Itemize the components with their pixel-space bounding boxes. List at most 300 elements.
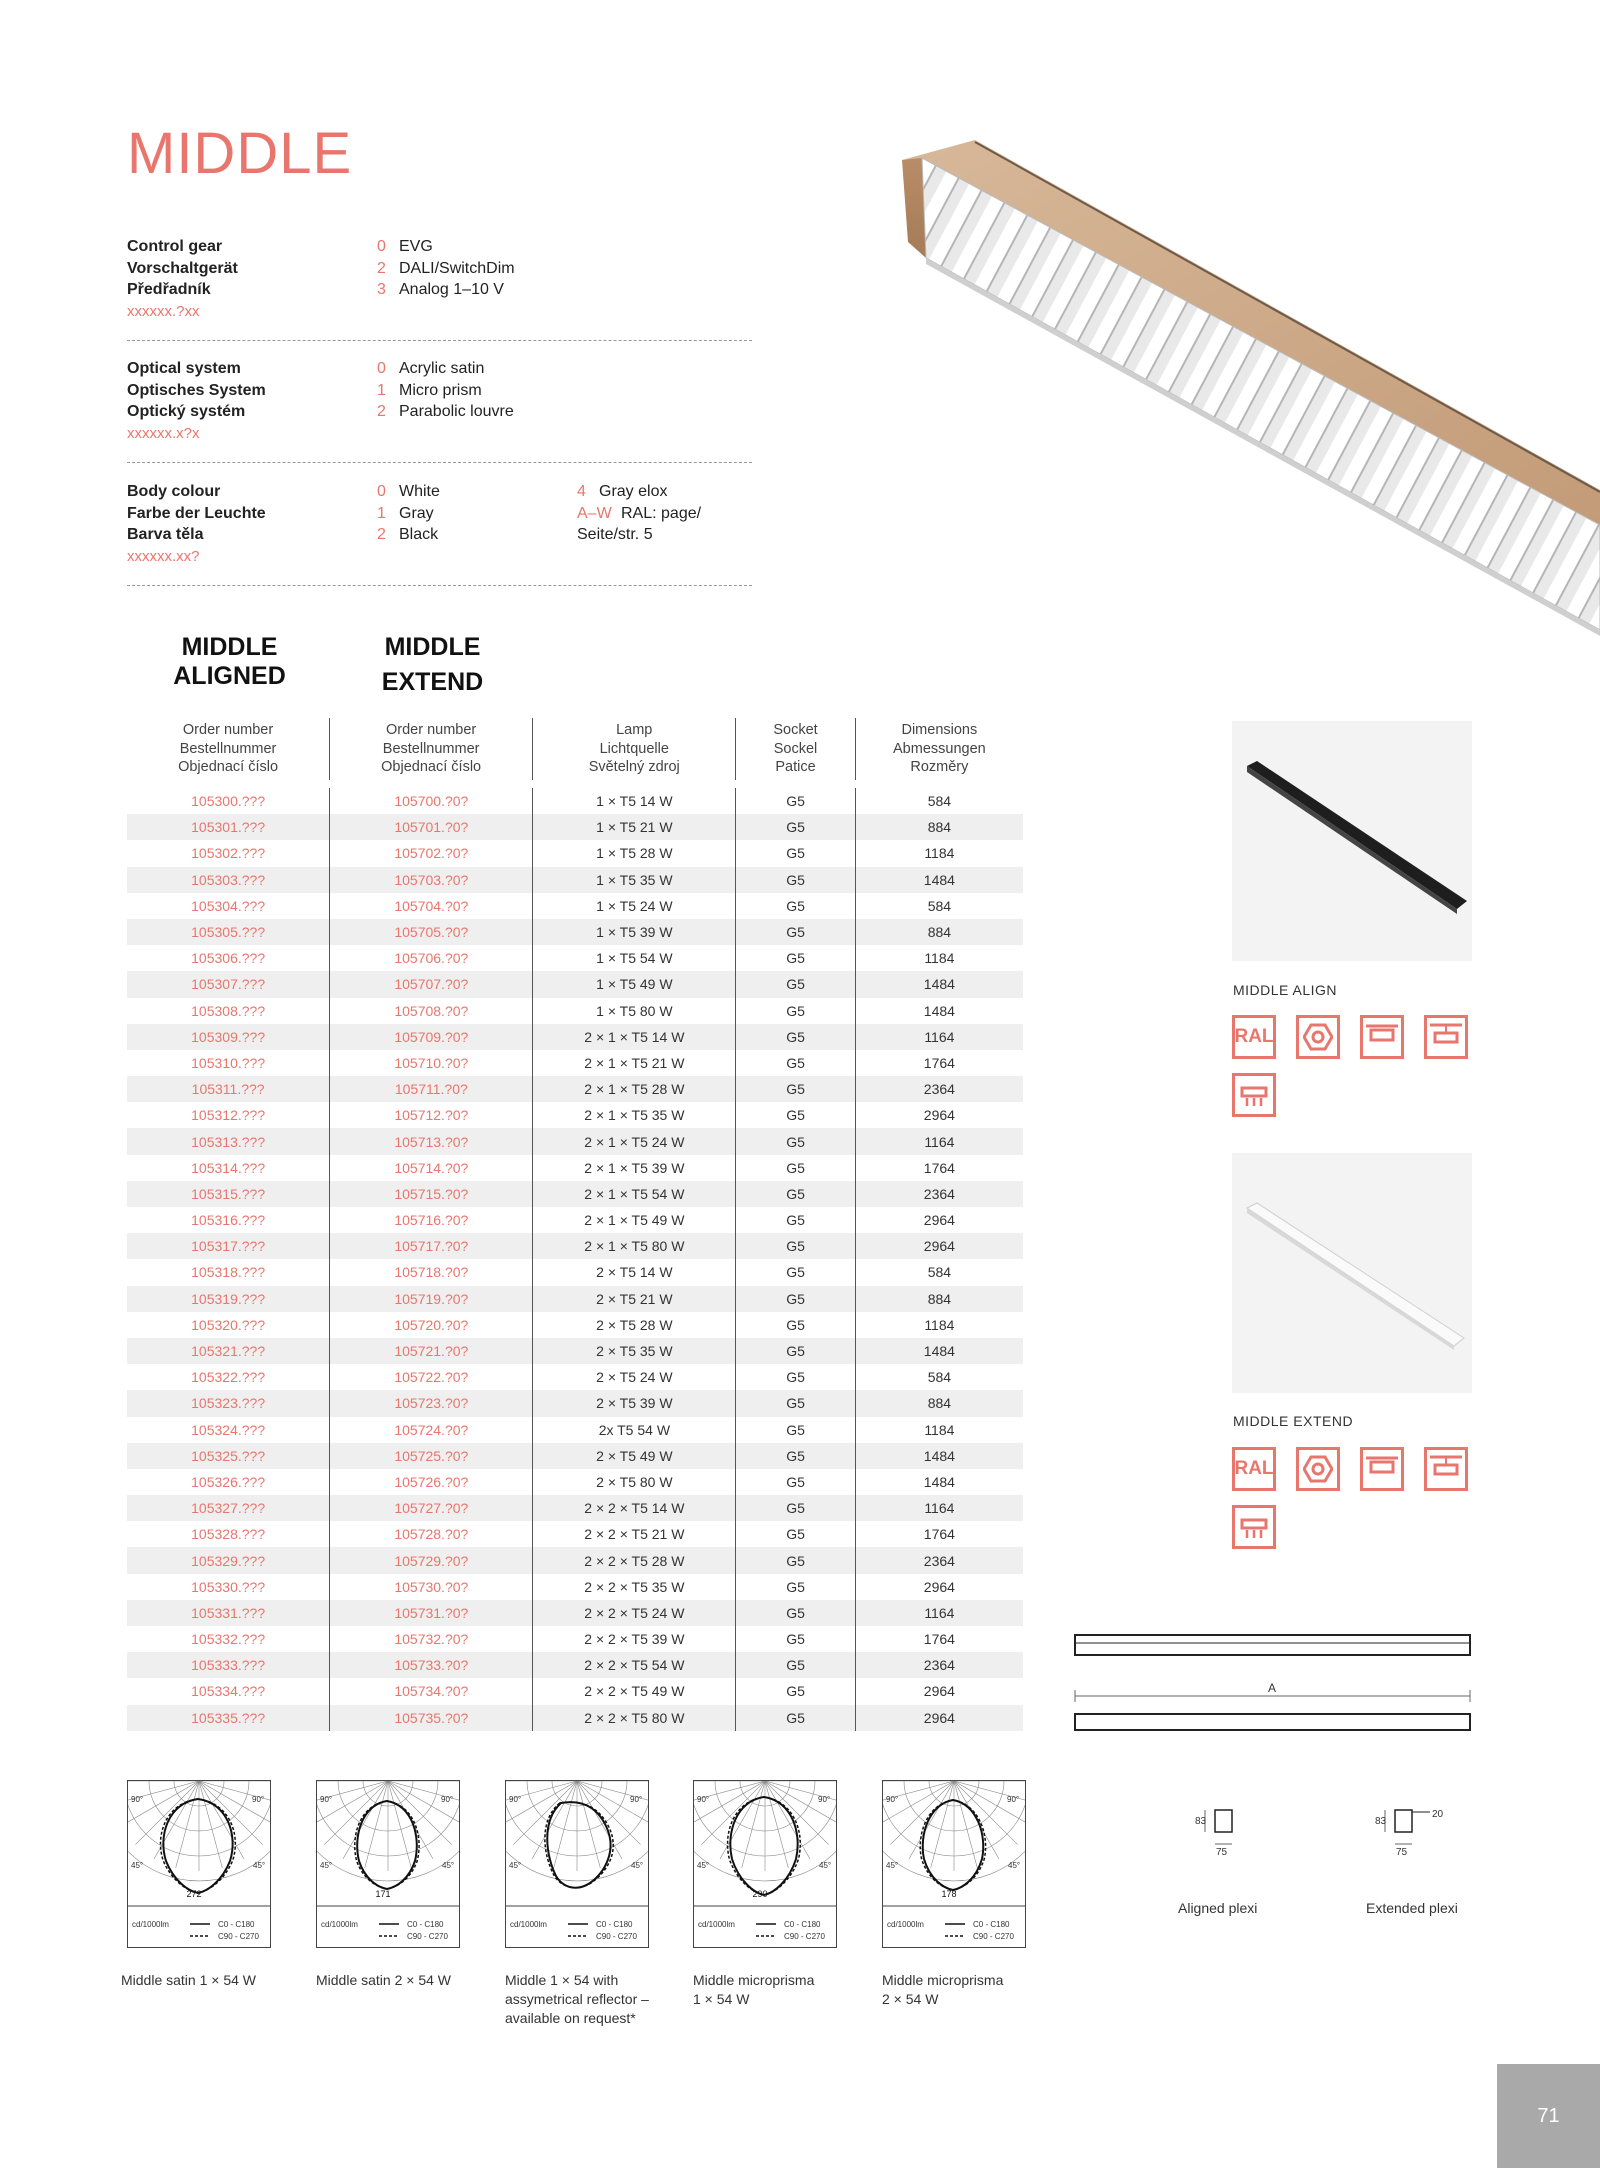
socket-cell: G5 [736, 1600, 855, 1626]
dimension-cell: 2364 [855, 1076, 1023, 1102]
socket-cell: G5 [736, 788, 855, 814]
legend-solid: C0 - C180 [218, 1920, 255, 1929]
table-row [127, 1547, 1023, 1573]
table-row [127, 1495, 1023, 1521]
body-colour-spec [127, 481, 752, 586]
middle-align-feature-icons [1232, 1015, 1482, 1117]
unit-label: cd/1000lm [132, 1920, 169, 1929]
table-row [127, 1207, 1023, 1233]
order-number-aligned-cell: 105322.??? [191, 1369, 266, 1386]
polar-caption [882, 1971, 1067, 2009]
recessed-icon [1232, 1073, 1276, 1117]
order-number-aligned-cell: 105334.??? [191, 1683, 266, 1700]
order-number-aligned-cell: 105318.??? [191, 1264, 266, 1281]
angle-label-left: 45° [697, 1861, 710, 1870]
polar-chart [127, 1780, 271, 1948]
lamp-cell: 1 × T5 24 W [533, 893, 736, 919]
unit-label: cd/1000lm [887, 1920, 924, 1929]
lamp-cell: 2 × T5 21 W [533, 1286, 736, 1312]
caption-line: assymetrical reflector – [505, 1991, 649, 2007]
table-row [127, 971, 1023, 997]
lamp-cell: 2 × 1 × T5 35 W [533, 1102, 736, 1128]
option-text: Black [399, 526, 439, 543]
polar-diagram [505, 1780, 690, 2028]
socket-cell: G5 [736, 1495, 855, 1521]
caption-line: Middle microprisma [882, 1972, 1004, 1988]
spec-label: Control gear [127, 238, 223, 255]
lamp-cell: 2 × T5 35 W [533, 1338, 736, 1364]
suspended-icon [1424, 1447, 1468, 1491]
angle-label-left: 45° [509, 1861, 522, 1870]
dimension-cell: 1164 [855, 1128, 1023, 1154]
header-line: Objednací číslo [178, 759, 279, 776]
order-number-aligned-cell: 105323.??? [127, 1390, 330, 1416]
angle-label-left: 45° [886, 1861, 899, 1870]
option-number: A–W [577, 504, 612, 522]
angle-label-right: 90° [1007, 1795, 1020, 1804]
table-row [127, 788, 1023, 814]
order-number-aligned-cell: 105304.??? [191, 897, 266, 914]
order-number-aligned-cell: 105308.??? [191, 1002, 266, 1019]
table-row [127, 1574, 1023, 1600]
order-number-extend-cell: 105720.?0? [330, 1312, 533, 1338]
page-title: MIDDLE [127, 121, 353, 186]
dimension-cell: 2964 [855, 1207, 1023, 1233]
socket-cell: G5 [736, 1390, 855, 1416]
order-number-aligned-cell: 105327.??? [127, 1495, 330, 1521]
dimension-cell: 584 [855, 788, 1023, 814]
header-line: Dimensions [901, 722, 978, 739]
option-number: 4 [577, 483, 586, 500]
polar-chart [316, 1780, 460, 1948]
socket-cell: G5 [736, 893, 855, 919]
socket-cell: G5 [736, 1417, 855, 1443]
spec-label: Předřadník [127, 281, 211, 298]
header-line: Lamp [616, 722, 653, 739]
order-number-extend-cell: 105710.?0? [330, 1050, 533, 1076]
option-number: 0 [377, 483, 386, 500]
lamp-cell: 2 × T5 14 W [533, 1259, 736, 1285]
dimension-cell: 1484 [855, 998, 1023, 1024]
dimension-cell: 1164 [855, 1495, 1023, 1521]
table-row [127, 1469, 1023, 1495]
socket-cell: G5 [736, 998, 855, 1024]
order-number-extend-cell: 105711.?0? [330, 1076, 533, 1102]
socket-cell: G5 [736, 1547, 855, 1573]
header-lamp [532, 718, 735, 780]
option-number: 2 [377, 403, 386, 420]
aligned-plexi-caption: Aligned plexi [1178, 1900, 1258, 1916]
order-number-aligned-cell: 105319.??? [127, 1286, 330, 1312]
option-text: Gray elox [599, 483, 668, 500]
peak-intensity-label: 290 [752, 1889, 768, 1899]
table-row [127, 1521, 1023, 1547]
header-line: Objednací číslo [381, 759, 482, 776]
unit-label: cd/1000lm [321, 1920, 358, 1929]
angle-label-left: 90° [697, 1795, 710, 1804]
table-row [127, 1705, 1023, 1731]
lamp-cell: 2 × T5 80 W [533, 1469, 736, 1495]
section-height: 83 [1375, 1816, 1387, 1827]
order-number-extend-cell: 105706.?0? [330, 945, 533, 971]
header-line: Order number [386, 722, 477, 739]
order-number-extend-cell: 105717.?0? [330, 1233, 533, 1259]
order-number-aligned-cell: 105301.??? [127, 814, 330, 840]
header-line: Abmessungen [893, 740, 986, 757]
option-text: EVG [399, 238, 433, 255]
option-text: RAL: page/ [621, 504, 702, 522]
table-row [127, 1390, 1023, 1416]
header-line: Order number [182, 722, 274, 739]
order-number-aligned-cell: 105309.??? [127, 1024, 330, 1050]
header-line: Rozměry [910, 759, 969, 776]
header-order-aligned [127, 718, 329, 780]
dimension-cell: 2964 [855, 1102, 1023, 1128]
polar-diagram [121, 1780, 306, 1990]
heading-line: MIDDLE [384, 633, 481, 661]
table-row [127, 1312, 1023, 1338]
order-number-aligned-cell: 105332.??? [191, 1631, 266, 1648]
table-row [127, 1181, 1023, 1207]
order-number-aligned-cell: 105307.??? [127, 971, 330, 997]
socket-cell: G5 [736, 1652, 855, 1678]
lamp-cell: 2 × 1 × T5 49 W [533, 1207, 736, 1233]
option-number: 3 [377, 281, 386, 298]
header-dimensions [855, 718, 1023, 780]
dimension-drawing [1070, 1630, 1475, 1735]
recessed-icon [1232, 1505, 1276, 1549]
polar-chart [505, 1780, 649, 1948]
polar-caption [505, 1971, 690, 2028]
legend-dashed: C90 - C270 [218, 1932, 259, 1941]
caption-line: 1 × 54 W [693, 1991, 750, 2007]
lamp-cell: 2 × 1 × T5 39 W [533, 1155, 736, 1181]
dimension-cell: 2964 [855, 1678, 1023, 1704]
socket-cell: G5 [736, 1207, 855, 1233]
peak-intensity-label: 272 [186, 1889, 202, 1899]
socket-cell: G5 [736, 1286, 855, 1312]
header-line: Socket [773, 722, 818, 739]
socket-cell: G5 [736, 1705, 855, 1731]
ral-icon: RAL [1232, 1015, 1276, 1059]
order-number-aligned-cell: 105311.??? [127, 1076, 330, 1102]
lamp-cell: 2 × 1 × T5 14 W [533, 1024, 736, 1050]
option-text: White [399, 483, 440, 500]
order-number-extend-cell: 105701.?0? [330, 814, 533, 840]
lamp-cell: 2 × 2 × T5 14 W [533, 1495, 736, 1521]
table-row [127, 919, 1023, 945]
angle-label-left: 90° [320, 1795, 333, 1804]
luminaire-illustration [880, 130, 1600, 680]
ral-icon: RAL [1232, 1447, 1276, 1491]
order-number-aligned-cell: 105320.??? [191, 1316, 266, 1333]
order-number-extend-cell: 105734.?0? [330, 1678, 533, 1704]
order-number-aligned-cell: 105302.??? [191, 845, 266, 862]
spec-label: Optical system [127, 360, 241, 377]
socket-cell: G5 [736, 1076, 855, 1102]
socket-cell: G5 [736, 1155, 855, 1181]
dimension-cell: 584 [855, 1259, 1023, 1285]
table-row [127, 998, 1023, 1024]
lamp-cell: 2 × 2 × T5 21 W [533, 1521, 736, 1547]
dimension-cell: 2364 [855, 1652, 1023, 1678]
option-text: Gray [399, 504, 434, 522]
lamp-cell: 1 × T5 35 W [533, 867, 736, 893]
option-text: Acrylic satin [399, 360, 485, 377]
angle-label-left: 45° [131, 1861, 144, 1870]
angle-label-right: 45° [253, 1861, 266, 1870]
socket-cell: G5 [736, 1050, 855, 1076]
legend-solid: C0 - C180 [973, 1920, 1010, 1929]
dimension-cell: 1484 [855, 971, 1023, 997]
socket-cell: G5 [736, 945, 855, 971]
order-number-aligned-cell: 105315.??? [127, 1181, 330, 1207]
order-number-aligned-cell: 105305.??? [127, 919, 330, 945]
order-number-aligned-cell: 105326.??? [191, 1473, 266, 1490]
surface-mount-icon [1360, 1015, 1404, 1059]
order-code: xxxxxx.x?x [127, 424, 200, 442]
dimension-cell: 1484 [855, 867, 1023, 893]
dimension-cell: 1764 [855, 1155, 1023, 1181]
dimension-cell: 584 [855, 1364, 1023, 1390]
dimension-cell: 884 [855, 1390, 1023, 1416]
heading-line: ALIGNED [173, 662, 286, 690]
control-gear-spec [127, 236, 752, 341]
dimension-cell: 2964 [855, 1705, 1023, 1731]
order-number-aligned-cell: 105300.??? [191, 793, 266, 810]
caption-line: Middle satin 1 × 54 W [121, 1972, 257, 1988]
dimension-cell: 1184 [855, 1417, 1023, 1443]
dimension-cell: 1184 [855, 1312, 1023, 1338]
dimension-cell: 2964 [855, 1574, 1023, 1600]
order-number-aligned-cell: 105317.??? [127, 1233, 330, 1259]
order-number-extend-cell: 105702.?0? [330, 840, 533, 866]
dimension-cell: 884 [855, 814, 1023, 840]
lamp-cell: 2 × 2 × T5 24 W [533, 1600, 736, 1626]
middle-align-label: MIDDLE ALIGN [1233, 982, 1338, 998]
socket-cell: G5 [736, 1312, 855, 1338]
lamp-cell: 1 × T5 49 W [533, 971, 736, 997]
order-number-aligned-cell: 105303.??? [127, 867, 330, 893]
caption-line: Middle microprisma [693, 1972, 815, 1988]
order-number-aligned-cell: 105331.??? [127, 1600, 330, 1626]
lamp-cell: 2 × T5 39 W [533, 1390, 736, 1416]
option-number: 2 [377, 259, 386, 277]
polar-diagram [882, 1780, 1067, 2009]
socket-cell: G5 [736, 1259, 855, 1285]
order-number-extend-cell: 105732.?0? [330, 1626, 533, 1652]
order-number-aligned-cell: 105335.??? [127, 1705, 330, 1731]
option-text: Micro prism [399, 381, 482, 399]
order-number-extend-cell: 105705.?0? [330, 919, 533, 945]
header-line: Bestellnummer [179, 740, 277, 757]
lamp-cell: 2 × 2 × T5 54 W [533, 1652, 736, 1678]
lamp-cell: 1 × T5 14 W [533, 788, 736, 814]
option-number: 1 [377, 381, 386, 399]
angle-label-right: 90° [441, 1795, 454, 1804]
table-row [127, 1600, 1023, 1626]
order-table [127, 718, 1023, 1731]
table-row [127, 1155, 1023, 1181]
angle-label-left: 90° [509, 1795, 522, 1804]
polar-caption [121, 1971, 306, 1990]
lamp-cell: 2 × 2 × T5 49 W [533, 1678, 736, 1704]
angle-label-right: 45° [631, 1861, 644, 1870]
aligned-plexi-section [1185, 1800, 1245, 1855]
socket-cell: G5 [736, 1574, 855, 1600]
option-text: DALI/SwitchDim [399, 259, 515, 277]
legend-dashed: C90 - C270 [407, 1932, 448, 1941]
spec-label: Barva těla [127, 526, 204, 543]
table-row [127, 1417, 1023, 1443]
socket-cell: G5 [736, 1128, 855, 1154]
polar-diagram [316, 1780, 501, 1990]
dimension-cell: 2364 [855, 1181, 1023, 1207]
table-row [127, 1259, 1023, 1285]
table-row [127, 1364, 1023, 1390]
lamp-cell: 1 × T5 54 W [533, 945, 736, 971]
socket-cell: G5 [736, 971, 855, 997]
luminaire-white-image [1232, 1153, 1472, 1393]
caption-line: available on request* [505, 2010, 636, 2026]
middle-extend-photo [1232, 1153, 1472, 1393]
lamp-cell: 2 × T5 24 W [533, 1364, 736, 1390]
spec-label: Optický systém [127, 403, 246, 420]
lamp-cell: 2 × 2 × T5 39 W [533, 1626, 736, 1652]
order-number-extend-cell: 105712.?0? [330, 1102, 533, 1128]
table-row [127, 1128, 1023, 1154]
dimension-cell: 1484 [855, 1443, 1023, 1469]
angle-label-left: 45° [320, 1861, 333, 1870]
order-number-aligned-cell: 105312.??? [191, 1107, 266, 1124]
socket-cell: G5 [736, 867, 855, 893]
order-code: xxxxxx.xx? [127, 547, 200, 565]
order-number-extend-cell: 105730.?0? [330, 1574, 533, 1600]
order-number-aligned-cell: 105328.??? [191, 1526, 266, 1543]
hexagon-nut-icon [1296, 1015, 1340, 1059]
unit-label: cd/1000lm [510, 1920, 547, 1929]
lamp-cell: 2 × 1 × T5 28 W [533, 1076, 736, 1102]
table-header [127, 718, 1023, 780]
middle-extend-feature-icons [1232, 1447, 1482, 1549]
socket-cell: G5 [736, 1338, 855, 1364]
suspended-icon [1424, 1015, 1468, 1059]
dimension-cell: 884 [855, 919, 1023, 945]
section-height: 83 [1195, 1816, 1207, 1827]
dimension-cell: 1764 [855, 1521, 1023, 1547]
order-number-extend-cell: 105735.?0? [330, 1705, 533, 1731]
table-row [127, 1652, 1023, 1678]
order-number-extend-cell: 105713.?0? [330, 1128, 533, 1154]
caption-line: Middle 1 × 54 with [505, 1972, 619, 1988]
order-code: xxxxxx.?xx [127, 302, 200, 320]
dimension-cell: 1764 [855, 1050, 1023, 1076]
socket-cell: G5 [736, 1102, 855, 1128]
table-row [127, 945, 1023, 971]
order-number-extend-cell: 105719.?0? [330, 1286, 533, 1312]
socket-cell: G5 [736, 1626, 855, 1652]
table-row [127, 1338, 1023, 1364]
table-row [127, 867, 1023, 893]
section-width: 75 [1396, 1847, 1408, 1855]
table-row [127, 1024, 1023, 1050]
caption-line: 2 × 54 W [882, 1991, 939, 2007]
order-number-extend-cell: 105723.?0? [330, 1390, 533, 1416]
order-number-aligned-cell: 105330.??? [191, 1578, 266, 1595]
legend-solid: C0 - C180 [596, 1920, 633, 1929]
dimension-cell: 2364 [855, 1547, 1023, 1573]
table-row [127, 840, 1023, 866]
lamp-cell: 2 × 1 × T5 54 W [533, 1181, 736, 1207]
peak-intensity-label: 178 [941, 1889, 957, 1899]
option-number: 0 [377, 238, 386, 255]
socket-cell: G5 [736, 919, 855, 945]
angle-label-right: 45° [819, 1861, 832, 1870]
order-number-aligned-cell: 105316.??? [191, 1212, 266, 1229]
angle-label-right: 45° [442, 1861, 455, 1870]
polar-caption [693, 1971, 878, 2009]
dimension-cell: 1164 [855, 1600, 1023, 1626]
socket-cell: G5 [736, 840, 855, 866]
socket-cell: G5 [736, 1364, 855, 1390]
order-number-aligned-cell: 105325.??? [127, 1443, 330, 1469]
order-number-aligned-cell: 105310.??? [191, 1054, 266, 1071]
lamp-cell: 2 × 2 × T5 28 W [533, 1547, 736, 1573]
angle-label-right: 90° [252, 1795, 265, 1804]
order-number-extend-cell: 105725.?0? [330, 1443, 533, 1469]
lamp-cell: 2 × T5 49 W [533, 1443, 736, 1469]
order-number-extend-cell: 105722.?0? [330, 1364, 533, 1390]
dimension-cell: 1184 [855, 945, 1023, 971]
legend-dashed: C90 - C270 [784, 1932, 825, 1941]
middle-extend-label: MIDDLE EXTEND [1233, 1413, 1354, 1429]
heading-line: MIDDLE [181, 633, 278, 661]
lamp-cell: 1 × T5 80 W [533, 998, 736, 1024]
dimension-cell: 884 [855, 1286, 1023, 1312]
angle-label-right: 90° [818, 1795, 831, 1804]
socket-cell: G5 [736, 814, 855, 840]
lamp-cell: 2 × 2 × T5 35 W [533, 1574, 736, 1600]
angle-label-right: 90° [630, 1795, 643, 1804]
socket-cell: G5 [736, 1024, 855, 1050]
spec-label: Optisches System [127, 381, 266, 399]
lamp-cell: 1 × T5 21 W [533, 814, 736, 840]
dimension-a-label: A [1267, 1681, 1277, 1695]
table-row [127, 1233, 1023, 1259]
socket-cell: G5 [736, 1678, 855, 1704]
option-number: 0 [377, 360, 386, 377]
divider [127, 340, 752, 341]
option-number: 2 [377, 526, 386, 543]
order-number-extend-cell: 105727.?0? [330, 1495, 533, 1521]
order-number-extend-cell: 105718.?0? [330, 1259, 533, 1285]
polar-diagram [693, 1780, 878, 2009]
order-number-aligned-cell: 105306.??? [191, 950, 266, 967]
option-text: Seite/str. 5 [577, 526, 653, 543]
legend-solid: C0 - C180 [407, 1920, 444, 1929]
legend-dashed: C90 - C270 [596, 1932, 637, 1941]
order-number-extend-cell: 105704.?0? [330, 893, 533, 919]
heading-middle-extend [350, 633, 515, 697]
socket-cell: G5 [736, 1181, 855, 1207]
luminaire-black-image [1232, 721, 1472, 961]
order-number-extend-cell: 105729.?0? [330, 1547, 533, 1573]
header-socket [735, 718, 854, 780]
dimension-cell: 1164 [855, 1024, 1023, 1050]
legend-solid: C0 - C180 [784, 1920, 821, 1929]
polar-chart [882, 1780, 1026, 1948]
peak-intensity-label: 171 [375, 1889, 391, 1899]
